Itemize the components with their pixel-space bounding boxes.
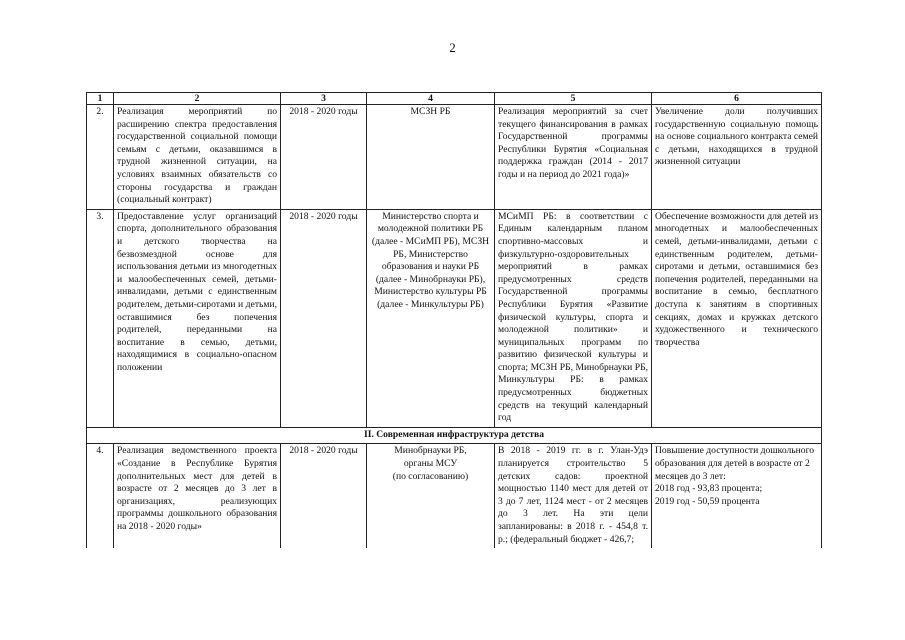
section-title: II. Современная инфраструктура детства bbox=[87, 427, 822, 444]
executor-line: (по согласованию) bbox=[392, 470, 469, 482]
source-cell: Реализация мероприятий за счет текущего финансирования в рамках Государственной программы Республики Бурятия «Социальная поддержка граждан (2014 - 2017 годы и на период до 2021 года)» bbox=[495, 105, 652, 210]
result-line: 2018 год - 93,83 процента; bbox=[655, 483, 763, 495]
measure-cell: Реализация ведомственного проекта «Создание в Республике Бурятия дополнительных мест для детей в возрасте от 2 месяцев до 3 лет в организациях, реализующих программы дошкольного образования на 2018 - 2020 годы» bbox=[114, 444, 281, 548]
row-number: 4. bbox=[87, 444, 114, 548]
table-row bbox=[87, 105, 822, 210]
period-cell: 2018 - 2020 годы bbox=[281, 105, 367, 210]
table-row bbox=[87, 209, 822, 427]
result-cell: Обеспечение возможности для детей из многодетных и малообеспеченных семей, детьми-инвалидами, детьми с единственным родителем, детьми-сиротами и детьми, оставшимися без попечения родителей, переданными на воспитание в семью, бесплатного доступа к занятиям в спортивных секциях, домах и кружках детского художественного и технического творчества bbox=[652, 209, 822, 427]
source-cell: В 2018 - 2019 гг. в г. Улан-Удэ планируется строительство 5 детских садов: проектной мощностью 1140 мест для детей от 3 до 7 лет, 1124 мест - от 2 месяцев до 3 лет. На эти цели запланированы: в 2018 г. - 454,8 т. р.; (федеральный бюджет - 426,7; bbox=[495, 444, 652, 548]
measure-cell: Предоставление услуг организаций спорта, дополнительного образования и детского творчества на безвозмездной основе для использования детьми из многодетных и малообеспеченных семей, детьми-инвалидами, детьми с единственным родителем, детьми-сиротами и детьми, оставшимися без попечения родителей, переданными на воспитание в семью, детьми, находящимися в социально-опасном положении bbox=[114, 209, 281, 427]
table-row bbox=[87, 444, 822, 548]
result-line: 2019 год - 50,59 процента bbox=[655, 495, 760, 507]
column-header: 1 bbox=[87, 93, 114, 105]
result-line: Повышение доступности дошкольного образования для детей в возрасте от 2 месяцев до 3 лет: bbox=[655, 445, 815, 482]
period-cell: 2018 - 2020 годы bbox=[281, 209, 367, 427]
table-header-row bbox=[87, 93, 822, 105]
executor-cell: Министерство спорта и молодежной политики РБ (далее - МСиМП РБ), МСЗН РБ, Министерство образования и науки РБ (далее - Минобрнауки РБ), Министерство культуры РБ (далее - Минкультуры РБ) bbox=[367, 209, 495, 427]
column-header: 6 bbox=[652, 93, 822, 105]
row-number: 2. bbox=[87, 105, 114, 210]
column-header: 2 bbox=[114, 93, 281, 105]
section-row bbox=[87, 427, 822, 444]
measures-table bbox=[86, 92, 822, 548]
executor-line: Минобрнауки РБ, bbox=[394, 445, 467, 457]
source-cell: МСиМП РБ: в соответствии с Единым календарным планом спортивно-массовых и физкультурно-оздоровительных мероприятий в рамках предусмотренных средств Государственной программы Республики Бурятия «Развитие физической культуры, спорта и молодежной политики» и муниципальных программ по развитию физической культуры и спорта; МСЗН РБ, Минобрнауки РБ, Минкультуры РБ: в рамках предусмотренных бюджетных средств на текущий календарный год bbox=[495, 209, 652, 427]
row-number: 3. bbox=[87, 209, 114, 427]
executor-cell: МСЗН РБ bbox=[367, 105, 495, 210]
column-header: 4 bbox=[367, 93, 495, 105]
executor-cell bbox=[367, 444, 495, 548]
column-header: 3 bbox=[281, 93, 367, 105]
period-cell: 2018 - 2020 годы bbox=[281, 444, 367, 548]
result-cell bbox=[652, 444, 822, 548]
measure-cell: Реализация мероприятий по расширению спектра предоставления государственной социальной помощи семьям с детьми, оказавшимся в трудной жизненной ситуации, на условиях взаимных обязательств со стороны государства и граждан (социальный контракт) bbox=[114, 105, 281, 210]
executor-line: органы МСУ bbox=[403, 458, 458, 470]
result-cell: Увеличение доли получивших государственную социальную помощь на основе социального контракта семей с детьми, находящихся в трудной жизненной ситуации bbox=[652, 105, 822, 210]
page-number: 2 bbox=[449, 40, 456, 55]
column-header: 5 bbox=[495, 93, 652, 105]
